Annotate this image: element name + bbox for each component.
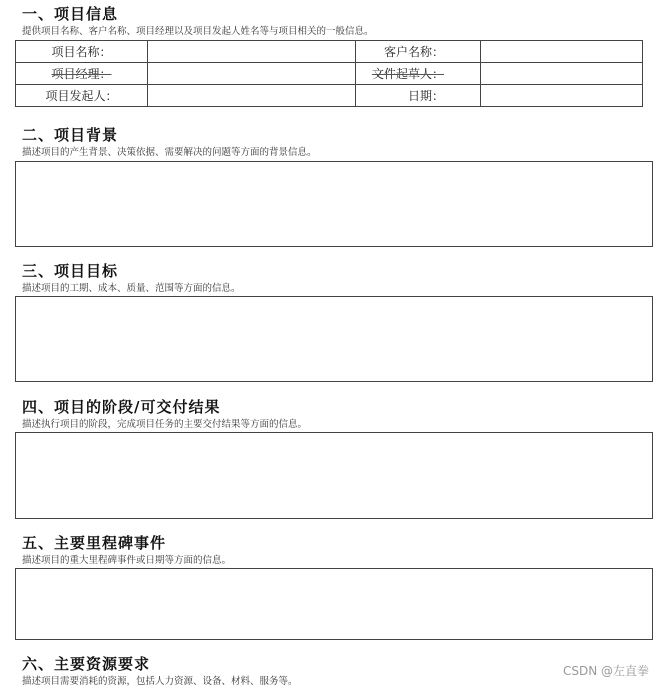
section-2-title: 二、项目背景 — [22, 126, 119, 144]
section-4-description: 描述执行项目的阶段，完成项目任务的主要交付结果等方面的信息。 — [22, 419, 308, 430]
document-drafter-label: 文件起草人： — [371, 67, 444, 81]
section-4-title: 四、项目的阶段/可交付结果 — [22, 398, 221, 416]
project-manager-label-cell — [16, 63, 148, 85]
document-drafter-field[interactable] — [481, 63, 643, 85]
project-sponsor-field[interactable] — [148, 85, 356, 107]
document-drafter-label-cell — [356, 63, 481, 85]
client-name-label: 客户名称： — [356, 41, 481, 63]
section-1-title: 一、项目信息 — [22, 5, 119, 23]
date-field[interactable] — [481, 85, 643, 107]
table-row — [16, 41, 643, 63]
project-name-field[interactable] — [148, 41, 356, 63]
project-goals-box[interactable] — [15, 296, 653, 382]
client-name-field[interactable] — [481, 41, 643, 63]
watermark: CSDN @左直拳 — [562, 664, 649, 678]
project-background-box[interactable] — [15, 161, 653, 247]
section-5-description: 描述项目的重大里程碑事件或日期等方面的信息。 — [22, 555, 232, 566]
table-row — [16, 63, 643, 85]
milestones-box[interactable] — [15, 568, 653, 640]
section-6-description: 描述项目需要消耗的资源，包括人力资源、设备、材料、服务等。 — [22, 676, 298, 687]
project-info-table — [15, 40, 643, 107]
date-label: 日期： — [356, 85, 481, 107]
project-manager-label: 项目经理： — [51, 67, 112, 81]
section-5-title: 五、主要里程碑事件 — [22, 534, 167, 552]
project-sponsor-label: 项目发起人： — [16, 85, 148, 107]
table-row — [16, 85, 643, 107]
project-manager-field[interactable] — [148, 63, 356, 85]
section-3-title: 三、项目目标 — [22, 262, 119, 280]
project-name-label: 项目名称： — [16, 41, 148, 63]
section-6-title: 六、主要资源要求 — [22, 655, 151, 673]
deliverables-box[interactable] — [15, 432, 653, 519]
section-2-description: 描述项目的产生背景、决策依据、需要解决的问题等方面的背景信息。 — [22, 147, 317, 158]
section-1-description: 提供项目名称、客户名称、项目经理以及项目发起人姓名等与项目相关的一般信息。 — [22, 26, 374, 37]
section-3-description: 描述项目的工期、成本、质量、范围等方面的信息。 — [22, 283, 241, 294]
